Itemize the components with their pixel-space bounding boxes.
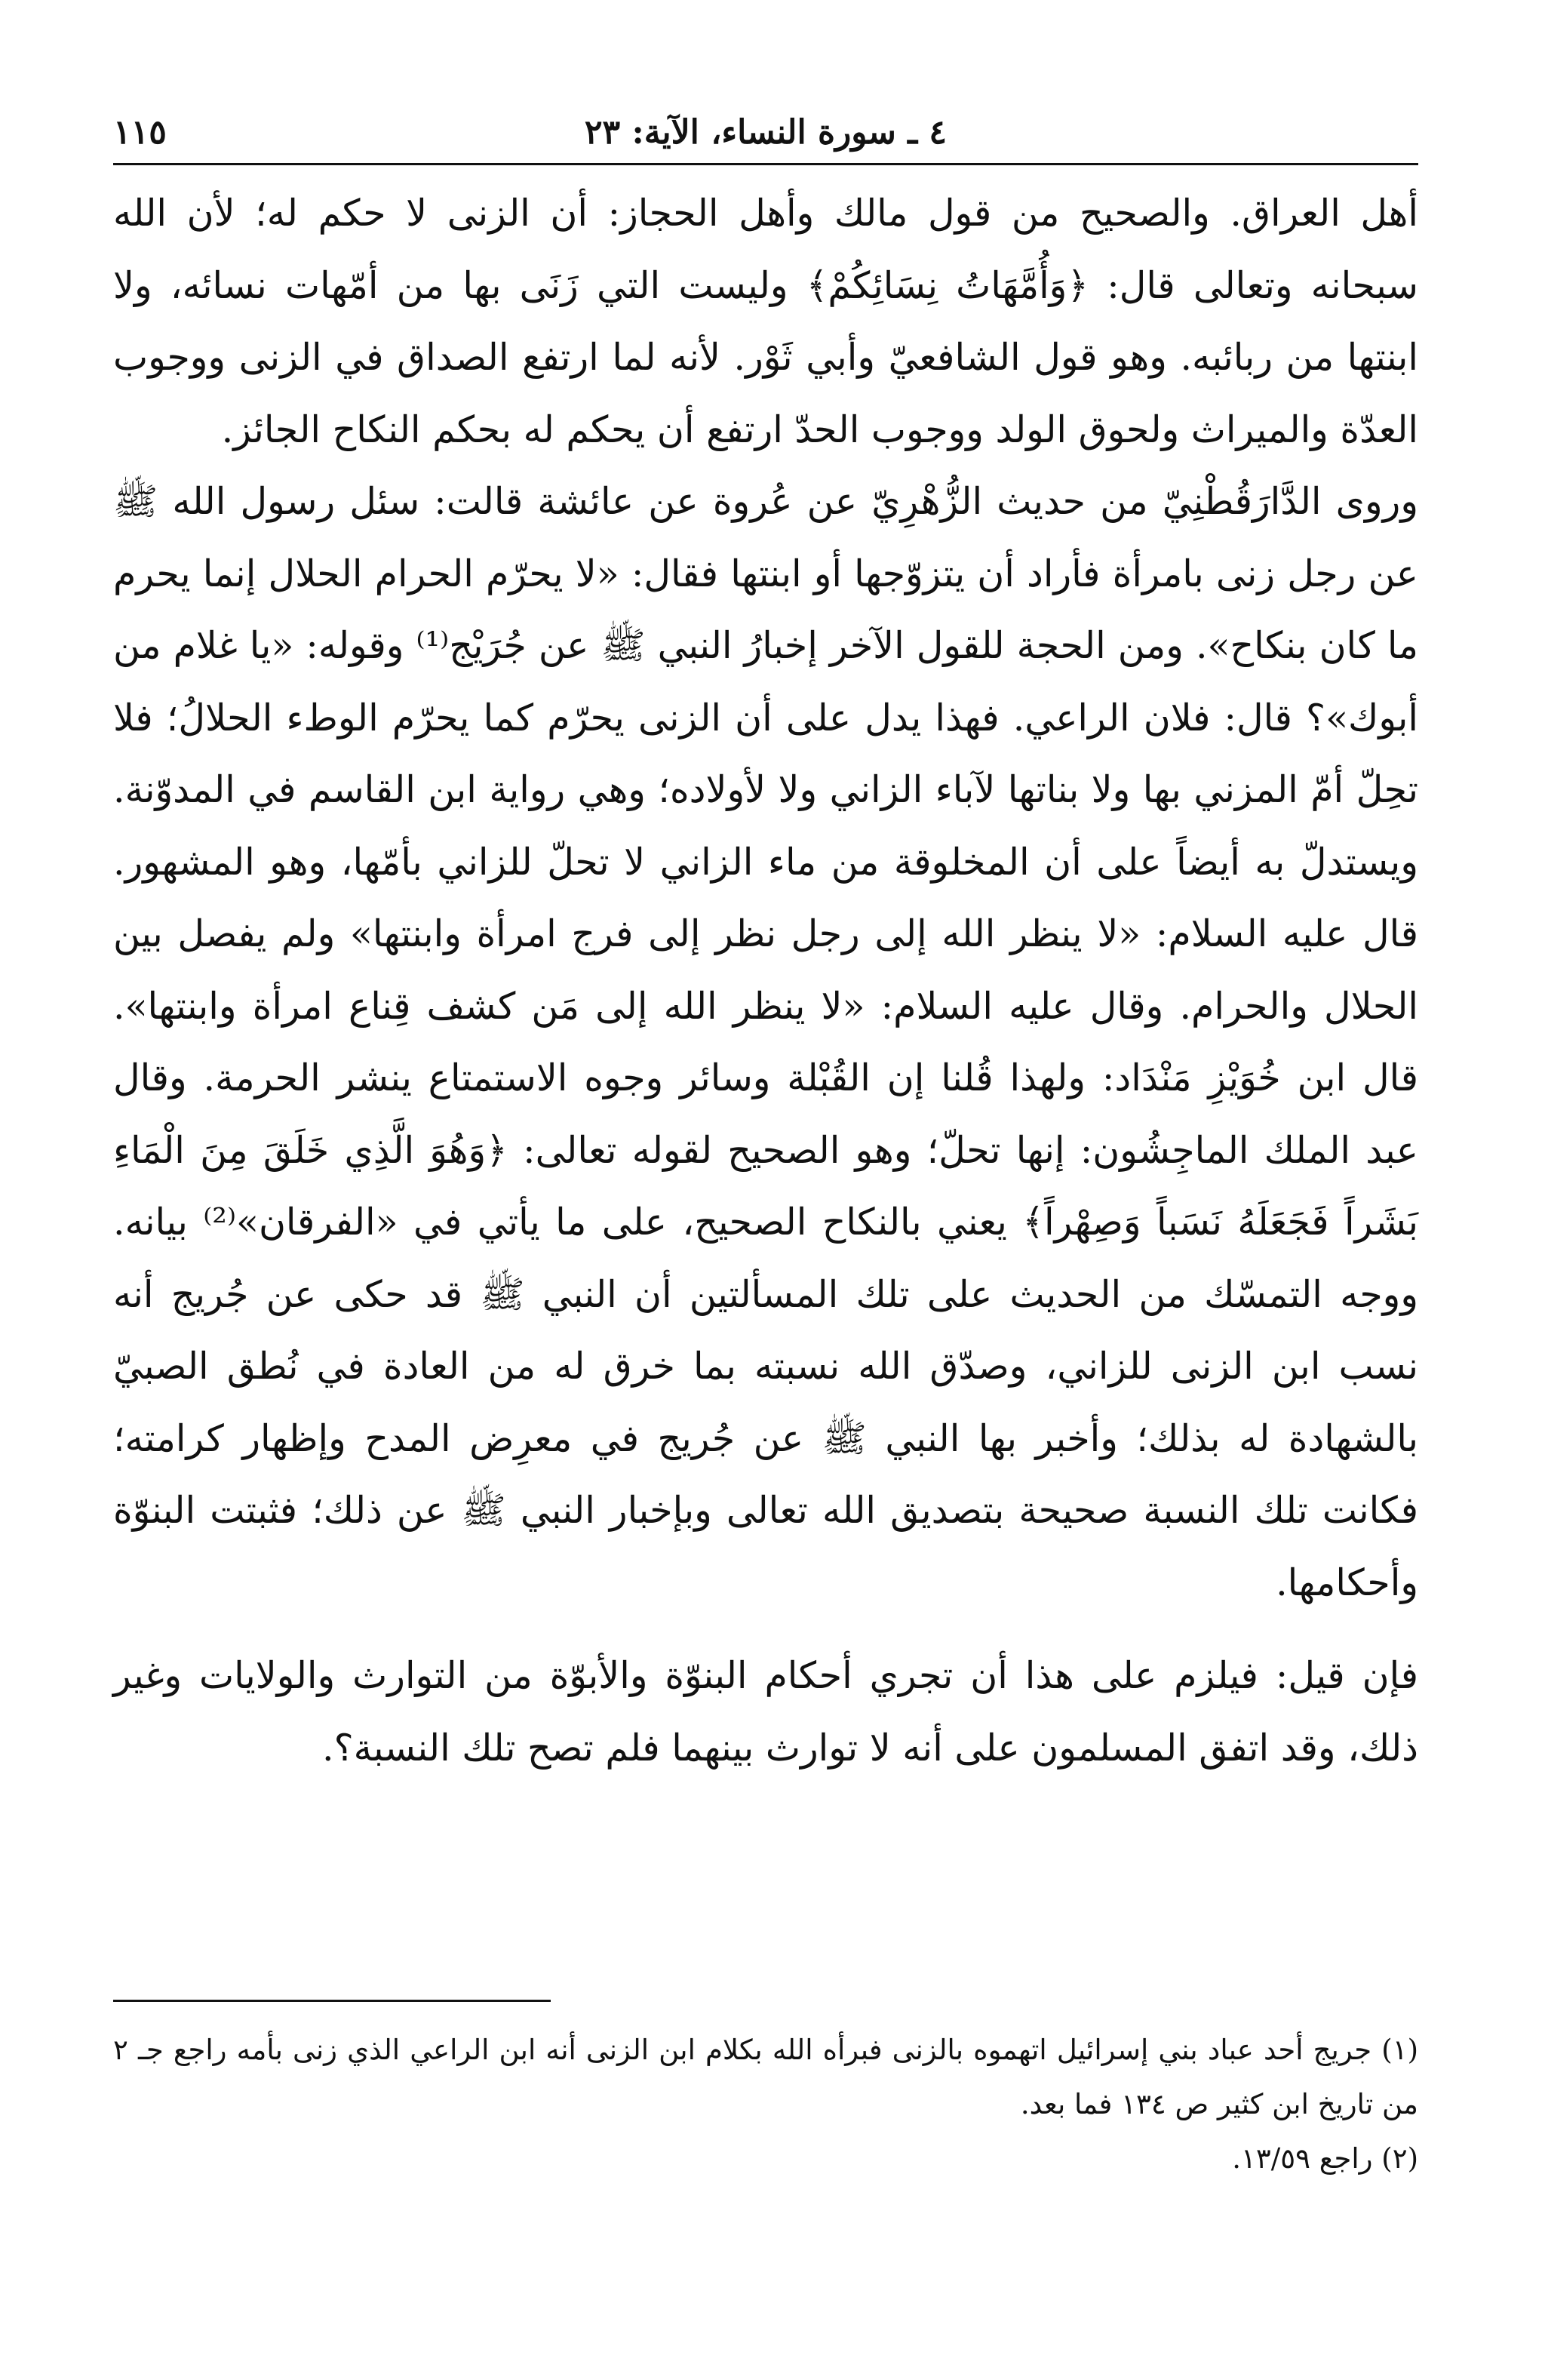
footnote: (٢) راجع ١٣/٥٩.	[1232, 2142, 1418, 2175]
paragraph: فإن قيل: فيلزم على هذا أن تجري أحكام البنوّة والأبوّة من التوارث والولايات وغير ذلك، وقد اتفق المسلمون على أنه لا توارث بينهما فلم تصح تلك النسبة؟.	[113, 1654, 1418, 1770]
book-page	[113, 113, 1418, 2302]
footnote: (١) جريج أحد عباد بني إسرائيل اتهموه بالزنى فبرأه الله بكلام ابن الزنى أنه ابن الراعي الذي زنى بأمه راجع جـ ٢ من تاريخ ابن كثير ص ١٣٤ فما بعد.	[113, 2034, 1418, 2120]
running-head	[113, 113, 1418, 163]
header-rule	[113, 163, 1418, 165]
main-text	[113, 177, 1418, 1784]
footnote-rule	[113, 2000, 551, 2002]
paragraph: وروى الدَّارَقُطْنِيّ من حديث الزُّهْرِيّ عن عُروة عن عائشة قالت: سئل رسول الله ﷺ عن رجل زنى بامرأة فأراد أن يتزوّجها أو ابنتها فقال: «لا يحرّم الحرام الحلال إنما يحرم ما كان بنكاح». ومن الحجة للقول الآخر إخبارُ النبي ﷺ عن جُرَيْج⁽¹⁾ وقوله: «يا غلام من أبوك»؟ قال: فلان الراعي. فهذا يدل على أن الزنى يحرّم كما يحرّم الوطء الحلالُ؛ فلا تحِلّ أمّ المزني بها ولا بناتها لآباء الزاني ولا لأولاده؛ وهي رواية ابن القاسم في المدوّنة. ويستدلّ به أيضاً على أن المخلوقة من ماء الزاني لا تحلّ للزاني بأمّها، وهو المشهور. قال عليه السلام: «لا ينظر الله إلى رجل نظر إلى فرج امرأة وابنتها» ولم يفصل بين الحلال والحرام. وقال عليه السلام: «لا ينظر الله إلى مَن كشف قِناع امرأة وابنتها». قال ابن خُوَيْزِ مَنْدَاد: ولهذا قُلنا إن القُبْلة وسائر وجوه الاستمتاع ينشر الحرمة. وقال عبد الملك الماجِشُون: إنها تحلّ؛ وهو الصحيح لقوله تعالى: ﴿وَهُوَ الَّذِي خَلَقَ مِنَ الْمَاءِ بَشَراً فَجَعَلَهُ نَسَباً وَصِهْراً﴾ يعني بالنكاح الصحيح، على ما يأتي في «الفرقان»⁽²⁾ بيانه. ووجه التمسّك من الحديث على تلك المسألتين أن النبي ﷺ قد حكى عن جُريج أنه نسب ابن الزنى للزاني، وصدّق الله نسبته بما خرق له من العادة في نُطق الصبيّ بالشهادة له بذلك؛ وأخبر بها النبي ﷺ عن جُريج في معرِض المدح وإظهار كرامته؛ فكانت تلك النسبة صحيحة بتصديق الله تعالى وبإخبار النبي ﷺ عن ذلك؛ فثبتت البنوّة وأحكامها.	[113, 480, 1418, 1604]
running-title: ٤ ـ سورة النساء، الآية: ٢٣	[584, 113, 948, 152]
paragraph: أهل العراق. والصحيح من قول مالك وأهل الحجاز: أن الزنى لا حكم له؛ لأن الله سبحانه وتعالى قال: ﴿وَأُمَّهَاتُ نِسَائِكُمْ﴾ وليست التي زَنَى بها من أمّهات نسائه، ولا ابنتها من ربائبه. وهو قول الشافعيّ وأبي ثَوْر. لأنه لما ارتفع الصداق في الزنى ووجوب العدّة والميراث ولحوق الولد ووجوب الحدّ ارتفع أن يحكم له بحكم النكاح الجائز.	[113, 192, 1418, 451]
footnotes	[113, 2000, 1418, 2186]
page-number: ١١٥	[113, 113, 167, 152]
